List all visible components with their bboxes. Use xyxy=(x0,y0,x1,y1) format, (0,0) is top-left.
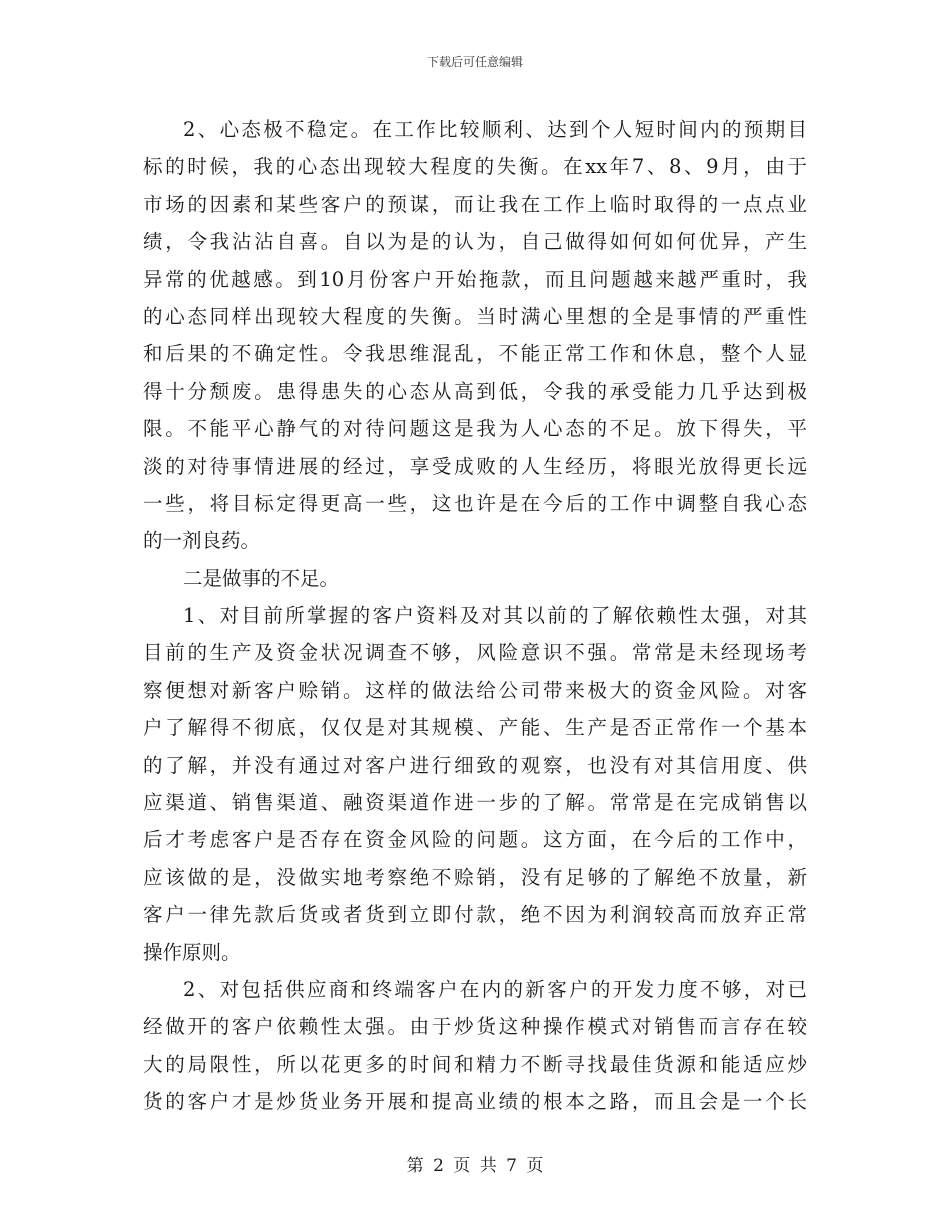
paragraph-3-line-3: 察便想对新客户赊销。这样的做法给公司带来极大的资金风险。对客 xyxy=(143,678,807,702)
paragraph-1-line-5: 异常的优越感。到10月份客户开始拖款，而且问题越来越严重时，我 xyxy=(143,267,807,291)
paragraph-3-line-8: 应该做的是，没做实地考察绝不赊销，没有足够的了解绝不放量，新 xyxy=(143,865,807,889)
paragraph-1-line-3: 市场的因素和某些客户的预谋，而让我在工作上临时取得的一点点业 xyxy=(143,192,807,216)
paragraph-1-line-12: 的一剂良药。 xyxy=(143,529,261,553)
section-heading: 二是做事的不足。 xyxy=(183,566,340,590)
paragraph-1-line-10: 淡的对待事情进展的经过，享受成败的人生经历，将眼光放得更长远 xyxy=(143,454,807,478)
page-number-footer: 第 2 页 共 7 页 xyxy=(406,1156,544,1176)
paragraph-3-line-10: 操作原则。 xyxy=(143,940,241,964)
paragraph-1-line-11: 一些，将目标定得更高一些，这也许是在今后的工作中调整自我心态 xyxy=(143,491,807,515)
paragraph-3-line-5: 的了解，并没有通过对客户进行细致的观察，也没有对其信用度、供 xyxy=(143,753,807,777)
paragraph-1-line-7: 和后果的不确定性。令我思维混乱，不能正常工作和休息，整个人显 xyxy=(143,342,807,366)
paragraph-3-line-4: 户了解得不彻底，仅仅是对其规模、产能、生产是否正常作一个基本 xyxy=(143,716,807,740)
paragraph-4-line-1: 2、对包括供应商和终端客户在内的新客户的开发力度不够，对已 xyxy=(183,977,807,1001)
paragraph-3-line-7: 后才考虑客户是否存在资金风险的问题。这方面，在今后的工作中， xyxy=(143,828,807,852)
paragraph-4-line-4: 货的客户才是炒货业务开展和提高业绩的根本之路，而且会是一个长 xyxy=(143,1090,807,1114)
paragraph-4-line-3: 大的局限性，所以花更多的时间和精力不断寻找最佳货源和能适应炒 xyxy=(143,1052,807,1076)
paragraph-1-line-9: 限。不能平心静气的对待问题这是我为人心态的不足。放下得失，平 xyxy=(143,417,807,441)
paragraph-3-line-6: 应渠道、销售渠道、融资渠道作进一步的了解。常常是在完成销售以 xyxy=(143,791,807,815)
header-note: 下载后可任意编辑 xyxy=(426,55,523,69)
paragraph-1-line-2: 标的时候，我的心态出现较大程度的失衡。在xx年7、8、9月，由于 xyxy=(143,155,807,179)
paragraph-3-line-2: 目前的生产及资金状况调查不够，风险意识不强。常常是未经现场考 xyxy=(143,641,807,665)
paragraph-3-line-9: 客户一律先款后货或者货到立即付款，绝不因为利润较高而放弃正常 xyxy=(143,903,807,927)
paragraph-1-line-4: 绩，令我沾沾自喜。自以为是的认为，自己做得如何如何优异，产生 xyxy=(143,230,807,254)
paragraph-1-line-6: 的心态同样出现较大程度的失衡。当时满心里想的全是事情的严重性 xyxy=(143,304,807,328)
document-body xyxy=(143,111,807,1121)
paragraph-4-line-2: 经做开的客户依赖性太强。由于炒货这种操作模式对销售而言存在较 xyxy=(143,1015,807,1039)
paragraph-1-line-8: 得十分颓废。患得患失的心态从高到低，令我的承受能力几乎达到极 xyxy=(143,379,807,403)
paragraph-3-line-1: 1、对目前所掌握的客户资料及对其以前的了解依赖性太强，对其 xyxy=(183,604,807,628)
paragraph-1-line-1: 2、心态极不稳定。在工作比较顺利、达到个人短时间内的预期目 xyxy=(183,118,807,141)
